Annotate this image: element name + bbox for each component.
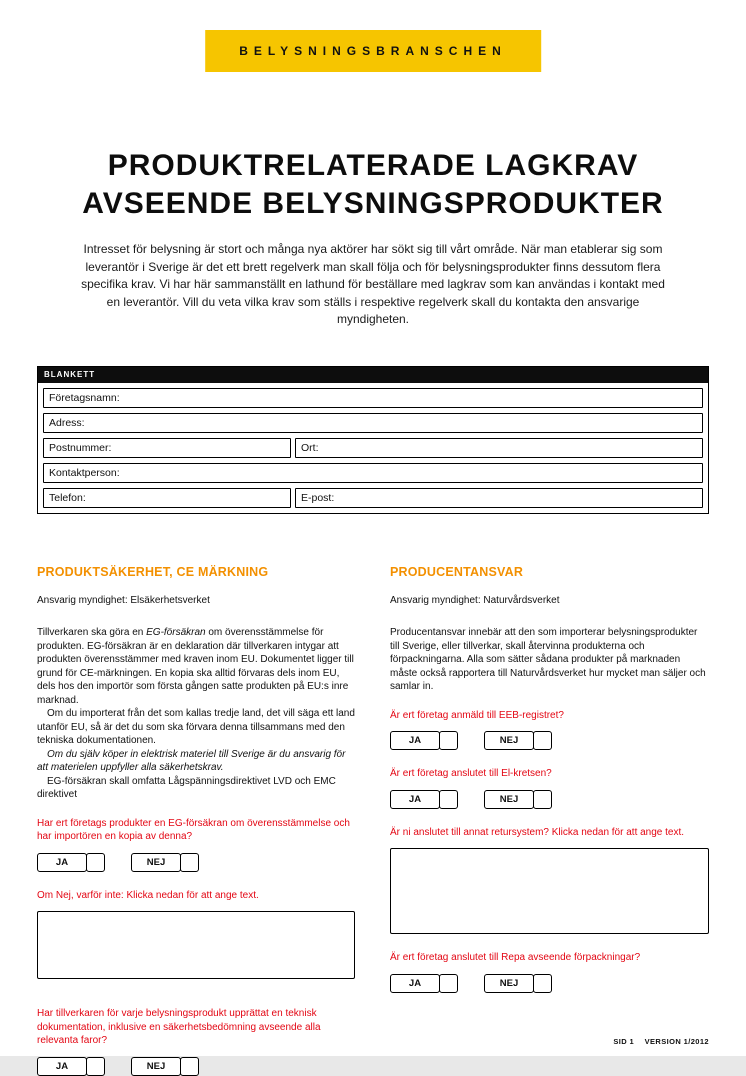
page-title-line1: PRODUKTRELATERADE LAGKRAV <box>107 149 639 182</box>
ja-unit <box>390 731 458 750</box>
section-producentansvar <box>390 565 709 993</box>
page-title-line2: AVSEENDE BELYSNINGSPRODUKTER <box>82 187 664 220</box>
nej-unit <box>484 790 552 809</box>
producentansvar-body <box>390 626 709 694</box>
paragraph-1-post: om överensstämmelse för produkten. EG-försäkran är en deklaration där tillverkaren intygar att produkten överensstämmer med kraven inom EU. Dokumentet ligger till grund för CE-märkningen. En kopia ska alltid förvaras dels inom EU, dels hos den importör som första gången satte produkten på EU:s inre marknad. <box>37 627 354 706</box>
row-company <box>43 388 703 408</box>
nej-checkbox[interactable] <box>180 853 199 872</box>
footer-version: VERSION 1/2012 <box>644 1037 709 1046</box>
ja-label: JA <box>390 731 440 750</box>
nej-label: NEJ <box>484 974 534 993</box>
authority-naturvardsverket: Ansvarig myndighet: Naturvårdsverket <box>390 595 560 606</box>
ja-label: JA <box>390 974 440 993</box>
page-footer <box>605 1037 709 1046</box>
page-title <box>0 147 746 223</box>
authority-elsakerhetsverket: Ansvarig myndighet: Elsäkerhetsverket <box>37 595 210 606</box>
ja-unit <box>37 853 105 872</box>
nej-unit <box>484 731 552 750</box>
paragraph-1-pre: Tillverkaren ska göra en <box>37 627 147 638</box>
nej-label: NEJ <box>484 731 534 750</box>
company-name-field[interactable]: Företagsnamn: <box>43 388 703 408</box>
paragraph-3: Om du själv köper in elektrisk materiel till Sverige är du ansvarig för att materielen uppfyller alla säkerhetskrav. <box>37 748 346 773</box>
blankett-form <box>37 366 709 514</box>
row-zip-city <box>43 438 703 458</box>
question-annat-retursystem: Är ni anslutet till annat retursystem? Klicka nedan för att ange text. <box>390 826 685 838</box>
nej-unit <box>131 1057 199 1076</box>
ja-label: JA <box>390 790 440 809</box>
brand-banner: BELYSNINGSBRANSCHEN <box>205 30 541 72</box>
zip-field[interactable]: Postnummer: <box>43 438 291 458</box>
nej-checkbox[interactable] <box>180 1057 199 1076</box>
ja-checkbox[interactable] <box>439 790 458 809</box>
blankett-rows <box>38 383 708 513</box>
ja-checkbox[interactable] <box>439 974 458 993</box>
row-address <box>43 413 703 433</box>
teknisk-dokumentation-ja-nej-group <box>37 1057 355 1076</box>
section-product-safety <box>37 565 355 1076</box>
phone-field[interactable]: Telefon: <box>43 488 291 508</box>
paragraph-1-italic: EG-försäkran <box>146 627 206 638</box>
intro-paragraph: Intresset för belysning är stort och många nya aktörer har sökt sig till vårt område. När man etablerar sig som leverantör i Sverige är det ett brett regelverk man skall följa och för belysningsprodukter finns dessutom flera specifika krav. Vi har här sammanställt en lathund för beställare med lagkrav som kan användas i kontakt med en leverantör. Vill du veta vilka krav som ställs i respektive regelverk skall du kontakta den ansvarige myndigheten. <box>81 242 665 326</box>
nej-checkbox[interactable] <box>533 731 552 750</box>
city-field[interactable]: Ort: <box>295 438 703 458</box>
retursystem-textbox[interactable] <box>390 848 709 934</box>
question-el-kretsen: Är ert företag anslutet till El-kretsen? <box>390 768 552 779</box>
row-phone-email <box>43 488 703 508</box>
repa-ja-nej-group <box>390 974 709 993</box>
paragraph-2: Om du importerat från det som kallas tredje land, det vill säga ett land utanför EU, så är det du som ska förvara denna tillsammans med den tekniska dokumentationen. <box>37 708 355 746</box>
eg-forsakran-ja-nej-group <box>37 853 355 872</box>
nej-label: NEJ <box>131 853 181 872</box>
nej-checkbox[interactable] <box>533 790 552 809</box>
section-heading-product-safety: PRODUKTSÄKERHET, CE MÄRKNING <box>37 565 269 579</box>
nej-label: NEJ <box>484 790 534 809</box>
address-field[interactable]: Adress: <box>43 413 703 433</box>
row-contact <box>43 463 703 483</box>
ja-unit <box>390 974 458 993</box>
paragraph-1: Producentansvar innebär att den som importerar belysningsprodukter till Sverige, eller tillverkar, skall återvinna produkterna och förpackningarna. Alla som sätter sådana produkter på marknaden måste också rapportera till Naturvårdsverket hur mycket man säljer och samlar in. <box>390 627 706 692</box>
el-kretsen-ja-nej-group <box>390 790 709 809</box>
ja-checkbox[interactable] <box>86 1057 105 1076</box>
question-repa: Är ert företag anslutet till Repa avseende förpackningar? <box>390 952 641 963</box>
paragraph-1 <box>37 626 355 707</box>
question-eg-forsakran: Har ert företags produkter en EG-försäkran om överensstämmelse och har importören en kopia av denna? <box>37 817 350 842</box>
email-field[interactable]: E-post: <box>295 488 703 508</box>
nej-unit <box>484 974 552 993</box>
question-eeb-registret: Är ert företag anmäld till EEB-registret? <box>390 709 564 721</box>
nej-checkbox[interactable] <box>533 974 552 993</box>
footer-sid: SID 1 <box>613 1037 635 1046</box>
nej-unit <box>131 853 199 872</box>
eeb-ja-nej-group <box>390 731 709 750</box>
nej-label: NEJ <box>131 1057 181 1076</box>
ja-label: JA <box>37 853 87 872</box>
ja-unit <box>390 790 458 809</box>
ja-checkbox[interactable] <box>86 853 105 872</box>
blankett-header: BLANKETT <box>38 367 708 383</box>
ja-unit <box>37 1057 105 1076</box>
product-safety-body <box>37 626 355 802</box>
contact-person-field[interactable]: Kontaktperson: <box>43 463 703 483</box>
instruction-om-nej: Om Nej, varför inte: Klicka nedan för att ange text. <box>37 889 259 901</box>
ja-label: JA <box>37 1057 87 1076</box>
om-nej-textbox[interactable] <box>37 911 355 979</box>
ja-checkbox[interactable] <box>439 731 458 750</box>
paragraph-4: EG-försäkran skall omfatta Lågspänningsdirektivet LVD och EMC direktivet <box>37 775 336 800</box>
question-teknisk-dokumentation: Har tillverkaren för varje belysningsprodukt upprättat en teknisk dokumentation, inklusive en säkerhetsbedömning avseende alla relevanta faror? <box>37 1008 321 1046</box>
section-heading-producentansvar: PRODUCENTANSVAR <box>390 565 524 579</box>
